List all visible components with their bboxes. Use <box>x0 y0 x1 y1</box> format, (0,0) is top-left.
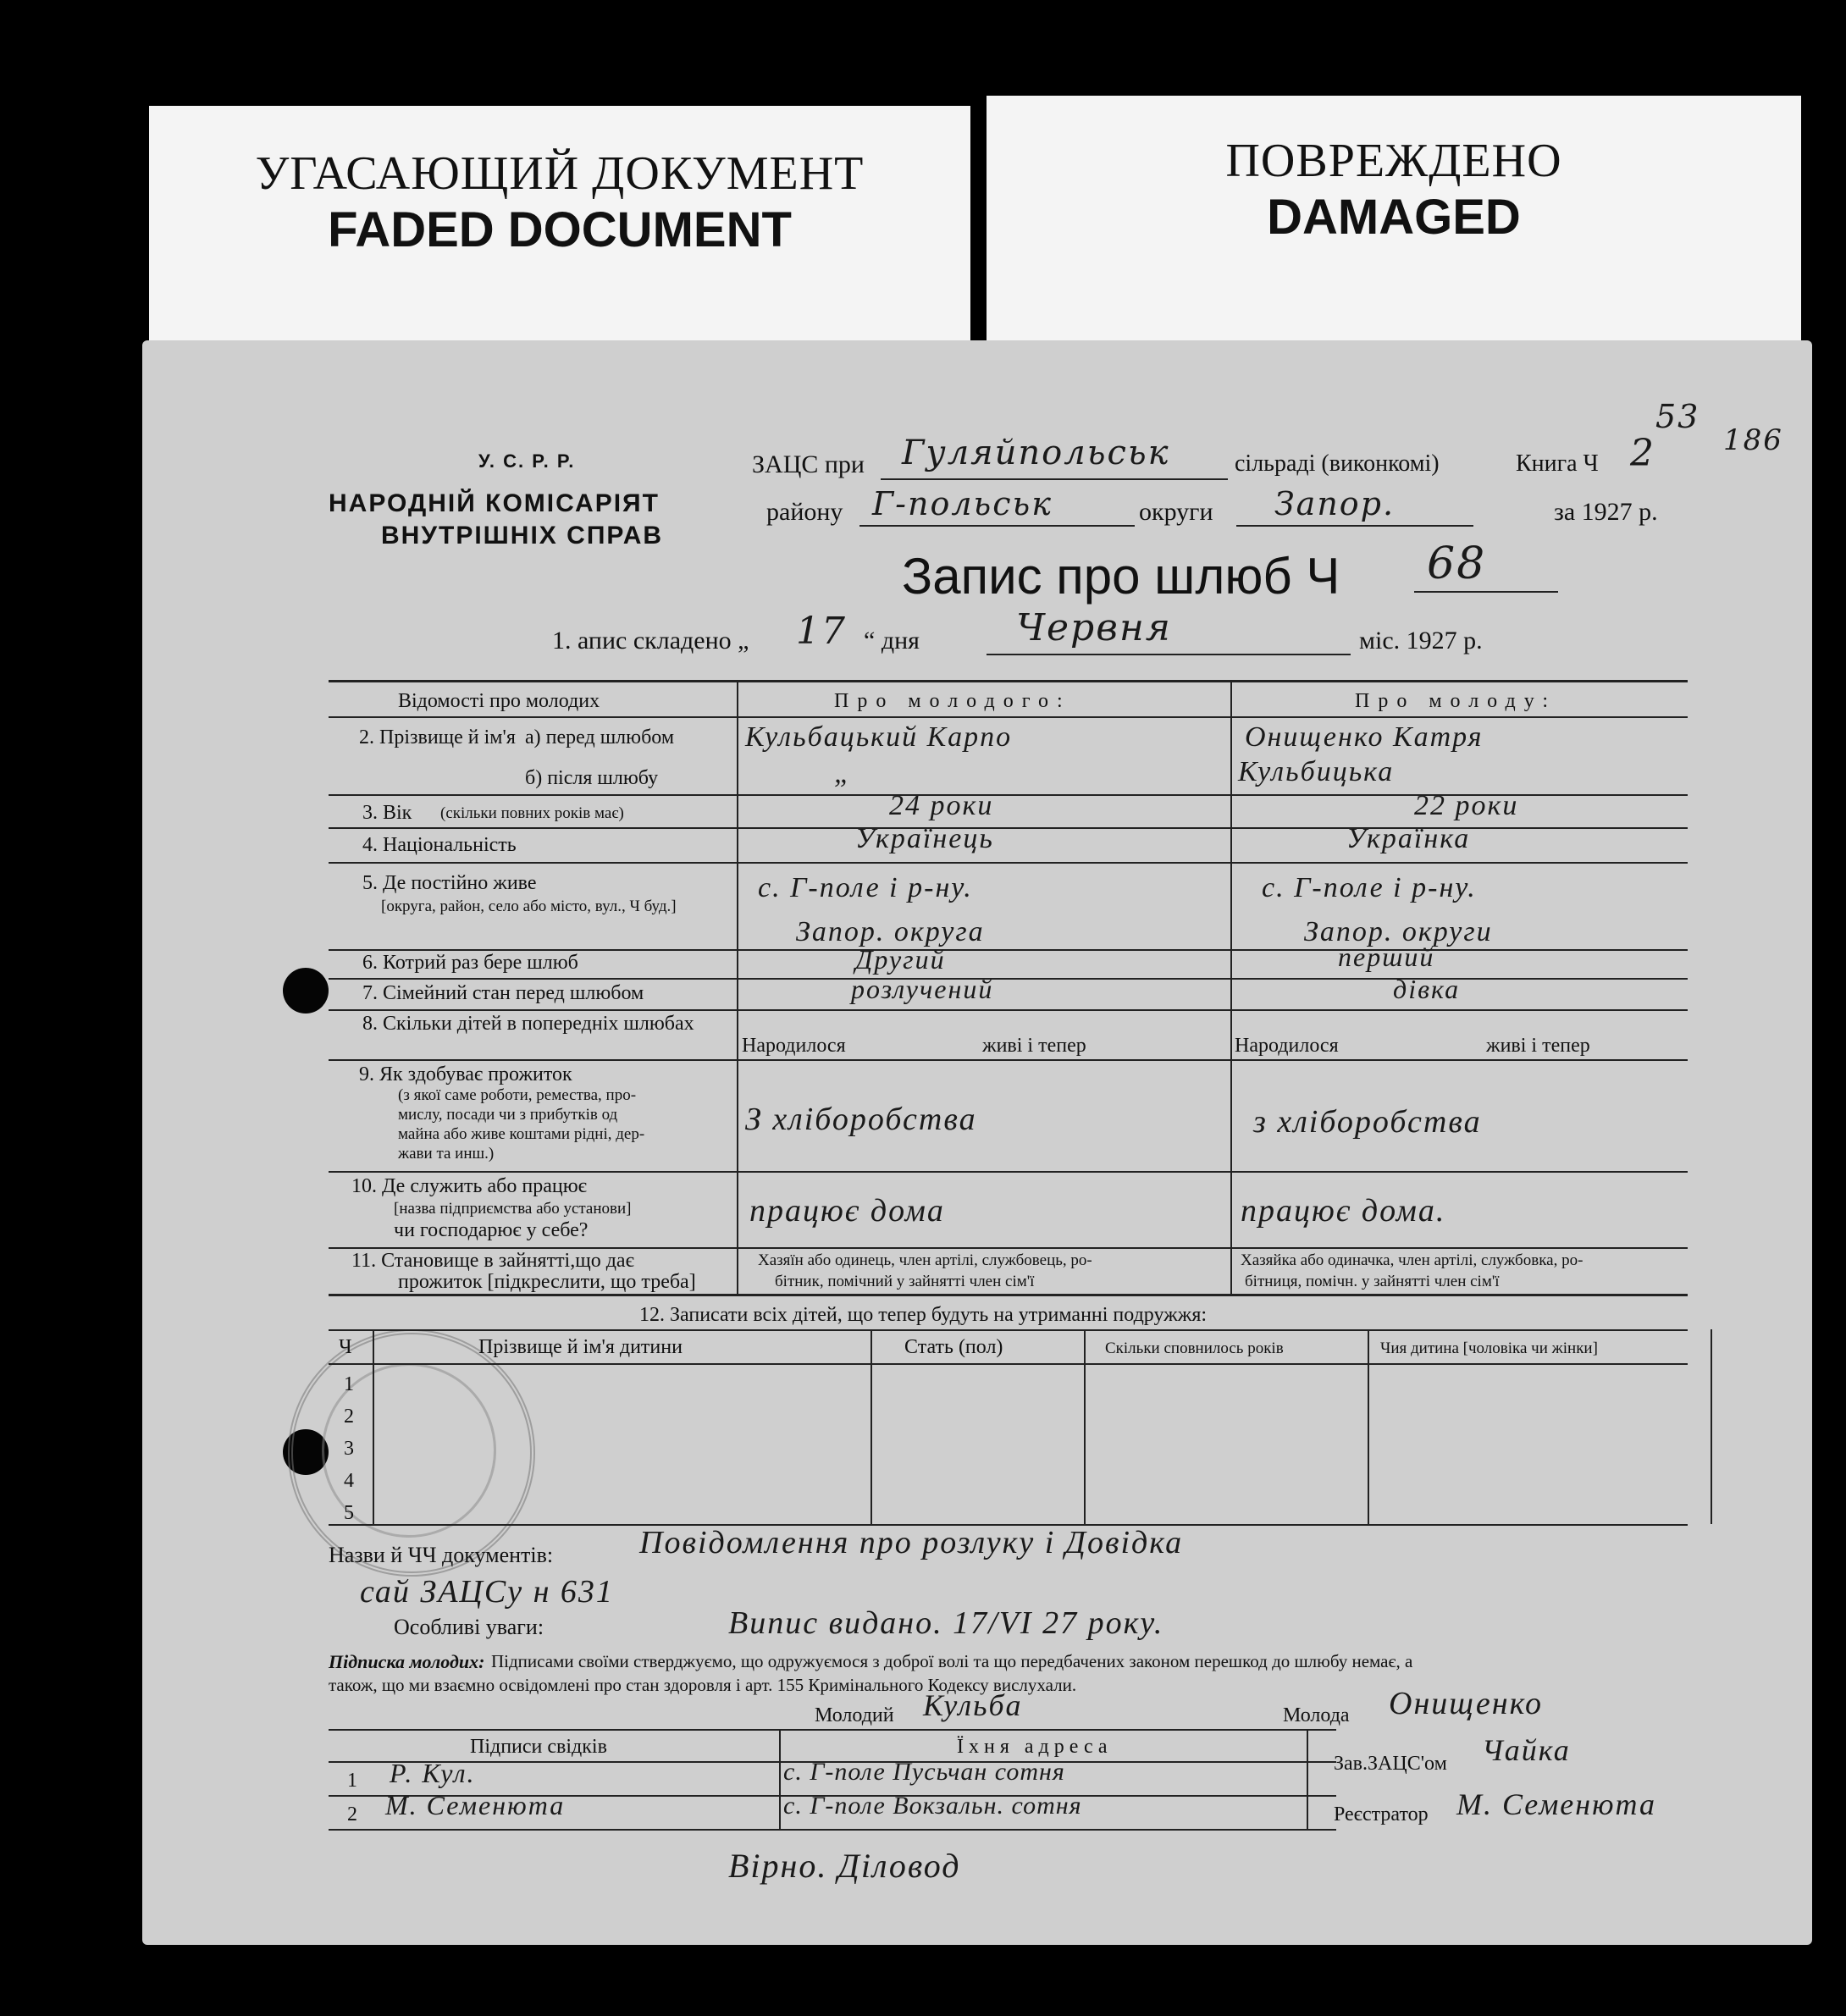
children-row-number: 5 <box>344 1502 354 1524</box>
record-number: 68 <box>1427 539 1487 589</box>
column-divider <box>1230 680 1232 1294</box>
year-label: за 1927 р. <box>1554 498 1658 526</box>
statement-label: Підписка молодих: <box>329 1651 485 1672</box>
zags-value: Гуляйпольськ <box>902 434 1170 472</box>
groom-children-born-label: Народилося <box>742 1035 846 1057</box>
row-rule <box>329 1329 1688 1331</box>
commissariat-line-2: ВНУТРІШНІХ СПРАВ <box>381 522 664 550</box>
groom-age: 24 роки <box>889 790 994 821</box>
row-children-count-label: 8. Скільки дітей в попередніх шлюбах <box>362 1013 694 1035</box>
children-col-sex: Стать (пол) <box>904 1336 1003 1358</box>
groom-marriage-count: Другий <box>855 944 946 975</box>
table-header-rule <box>329 716 1688 718</box>
remarks-value: Випис видано. 17/VI 27 року. <box>728 1605 1164 1641</box>
groom-children-alive-label: живі і тепер <box>982 1035 1086 1057</box>
corner-number-2: 186 <box>1723 423 1783 457</box>
bride-name-after: Кульбицька <box>1238 756 1395 787</box>
zags-head-label: Зав.ЗАЦС'ом <box>1334 1753 1447 1775</box>
row-livelihood-label: 9. Як здобуває прожиток <box>359 1063 572 1085</box>
day-label: “ дня <box>864 627 920 655</box>
column-divider <box>1368 1329 1369 1524</box>
col-header-groom: Про молодого: <box>834 690 1071 712</box>
witnesses-col-address: Їхня адреса <box>957 1736 1113 1758</box>
damaged-label-ru: ПОВРЕЖДЕНО <box>1225 135 1562 187</box>
row-rule <box>329 862 1688 864</box>
rule <box>859 525 1135 527</box>
groom-occupation-options-1: Хазяїн або одинець, член артілі, службовець, ро- <box>758 1251 1092 1269</box>
okrug-label: округи <box>1139 498 1213 526</box>
children-row-number: 3 <box>344 1438 354 1460</box>
book-label: Книга Ч <box>1516 450 1599 477</box>
zags-head-signature: Чайка <box>1482 1733 1571 1767</box>
witness-signature: М. Семенюта <box>385 1790 566 1820</box>
row-name-after: б) після шлюбу <box>525 767 659 789</box>
bride-occupation-options-1: Хазяйка або одиначка, член артілі, службовка, ро- <box>1241 1251 1583 1269</box>
children-row-number: 1 <box>344 1373 354 1395</box>
record-month: Червня <box>1016 606 1172 649</box>
bride-children-alive-label: живі і тепер <box>1486 1035 1590 1057</box>
punch-hole <box>283 968 329 1014</box>
statement-text-2: також, що ми взаємно освідомлені про стан здоровля і арт. 155 Кримінального Кодексу вислухали. <box>329 1675 1077 1695</box>
groom-name-before: Кульбацький Карпо <box>745 721 1013 753</box>
row-occupation-label-1: 11. Становище в зайнятті,що дає <box>351 1250 634 1272</box>
table-bottom-rule <box>329 1294 1688 1296</box>
row-rule <box>329 1363 1688 1365</box>
groom-signature-label: Молодий <box>815 1704 894 1726</box>
table-top-rule <box>329 680 1688 682</box>
witness-address: с. Г-поле Пусьчан сотня <box>783 1758 1065 1786</box>
witness-number: 2 <box>347 1803 357 1825</box>
remarks-label: Особливі уваги: <box>394 1615 544 1639</box>
registrar-label: Реєстратор <box>1334 1803 1429 1825</box>
col-header-bride: Про молоду: <box>1355 690 1557 712</box>
district-value: Г-польськ <box>872 485 1053 522</box>
damaged-label <box>987 96 1801 350</box>
bride-children-born-label: Народилося <box>1235 1035 1339 1057</box>
row-rule <box>329 1247 1688 1249</box>
documents-value-2: сай ЗАЦСу н 631 <box>360 1574 614 1610</box>
row-rule <box>329 949 1688 951</box>
row-age-note: (скільки повних років має) <box>440 804 624 822</box>
documents-label: Назви й ЧЧ документів: <box>329 1543 554 1567</box>
children-col-name: Прізвище й ім'я дитини <box>478 1336 683 1358</box>
compiled-label: 1. апис складено „ <box>552 627 749 655</box>
children-col-parent: Чия дитина [чоловіка чи жінки] <box>1380 1339 1598 1357</box>
rule <box>1236 525 1473 527</box>
groom-family-status: розлучений <box>851 974 994 1004</box>
row-age-label: 3. Вік <box>362 802 412 824</box>
bride-workplace: працює дома. <box>1241 1193 1446 1229</box>
row-workplace-question: чи господарює у себе? <box>394 1219 589 1241</box>
children-row-number: 2 <box>344 1406 354 1428</box>
groom-name-after: „ <box>834 758 852 789</box>
witness-address: с. Г-поле Вокзальн. сотня <box>783 1792 1082 1820</box>
witness-signature: Р. Кул. <box>390 1758 476 1788</box>
damaged-label-en: DAMAGED <box>1267 190 1521 245</box>
row-rule <box>329 827 1688 829</box>
bride-family-status: дівка <box>1393 974 1461 1004</box>
okrug-value: Запор. <box>1274 485 1396 522</box>
groom-residence-1: с. Г-поле і р-ну. <box>758 872 973 903</box>
row-nationality-label: 4. Національність <box>362 834 517 856</box>
children-col-age: Скільки сповнилось років <box>1105 1339 1284 1357</box>
row-name-before: а) перед шлюбом <box>525 726 675 748</box>
row-name-label: 2. Прізвище й ім'я <box>359 726 516 748</box>
groom-residence-2: Запор. округа <box>796 916 985 947</box>
faded-label-en: FADED DOCUMENT <box>328 202 792 257</box>
row-residence-note: [округа, район, село або місто, вул., Ч буд.] <box>381 898 677 915</box>
row-rule <box>329 1829 1336 1831</box>
groom-signature: Кульба <box>923 1688 1023 1722</box>
bride-marriage-count: перший <box>1338 942 1435 972</box>
registrar-signature: М. Семенюта <box>1456 1787 1656 1821</box>
row-livelihood-note-3: майна або живе коштами рідні, дер- <box>398 1125 645 1143</box>
witness-number: 1 <box>347 1770 357 1792</box>
rule <box>1414 591 1558 593</box>
month-label: міс. 1927 р. <box>1359 627 1483 655</box>
documents-value-1: Повідомлення про розлуку і Довідка <box>639 1525 1184 1560</box>
column-divider <box>1307 1729 1308 1829</box>
row-rule <box>329 978 1688 980</box>
bride-name-before: Онищенко Катря <box>1245 721 1484 753</box>
bride-age: 22 роки <box>1414 790 1519 821</box>
column-divider <box>373 1329 374 1524</box>
bride-signature-label: Молода <box>1283 1704 1350 1726</box>
commissariat-line-1: НАРОДНІЙ КОМІСАРІЯТ <box>329 489 660 517</box>
groom-livelihood: З хліборобства <box>745 1102 977 1137</box>
children-row-number: 4 <box>344 1470 354 1492</box>
faded-label-ru: УГАСАЮЩИЙ ДОКУМЕНТ <box>255 147 865 200</box>
zags-label: ЗАЦС при <box>752 450 865 478</box>
witnesses-col-sign: Підписи свідків <box>470 1736 607 1758</box>
bride-occupation-options-2: бітниця, помічн. у зайнятті член сім'ї <box>1245 1273 1500 1290</box>
bride-livelihood: з хліборобства <box>1253 1104 1482 1140</box>
row-workplace-label: 10. Де служить або працює <box>351 1175 587 1197</box>
rule <box>881 478 1228 480</box>
bride-residence-1: с. Г-поле і р-ну. <box>1262 872 1477 903</box>
col-header-info: Відомості про молодих <box>398 690 600 712</box>
ussr-label: У. С. Р. Р. <box>478 450 576 472</box>
column-divider <box>1711 1329 1712 1524</box>
groom-workplace: працює дома <box>749 1193 945 1229</box>
bride-nationality: Українка <box>1346 823 1471 854</box>
row-family-status-label: 7. Сімейний стан перед шлюбом <box>362 982 644 1004</box>
groom-occupation-options-2: бітник, помічний у зайнятті член сім'ї <box>775 1273 1035 1290</box>
row-occupation-label-2: прожиток [підкреслити, що треба] <box>398 1271 696 1293</box>
corner-number-1: 53 <box>1655 398 1700 435</box>
book-value: 2 <box>1630 432 1655 475</box>
row-residence-label: 5. Де постійно живе <box>362 872 537 894</box>
certified-signature: Вірно. Діловод <box>728 1847 961 1885</box>
record-day: 17 <box>796 610 847 653</box>
column-divider <box>870 1329 872 1524</box>
rule <box>987 654 1351 655</box>
column-divider <box>1084 1329 1086 1524</box>
children-heading: 12. Записати всіх дітей, що тепер будуть на утриманні подружжя: <box>639 1304 1208 1326</box>
row-rule <box>329 1171 1688 1173</box>
bride-signature: Онищенко <box>1389 1686 1543 1721</box>
row-marriage-count-label: 6. Котрий раз бере шлюб <box>362 952 578 974</box>
column-divider <box>737 680 738 1294</box>
record-title: Запис про шлюб Ч <box>902 548 1340 605</box>
council-label: сільраді (виконкомі) <box>1235 450 1440 477</box>
statement-text-1: Підписами своїми стверджуємо, що одружуємося з доброї волі та що передбачених законом перешкод до шлюбу немає, а <box>491 1651 1413 1671</box>
groom-nationality: Українець <box>855 823 994 854</box>
column-divider <box>779 1729 781 1829</box>
row-rule <box>329 1059 1688 1061</box>
district-label: району <box>766 498 843 526</box>
row-livelihood-note-2: мислу, посади чи з прибутків од <box>398 1106 618 1124</box>
row-workplace-note: [назва підприємства або установи] <box>394 1200 632 1218</box>
children-col-number: Ч <box>339 1336 352 1358</box>
faded-document-label <box>149 106 970 360</box>
row-rule <box>329 1729 1336 1731</box>
bride-residence-2: Запор. округи <box>1304 916 1493 947</box>
row-livelihood-note-1: (з якої саме роботи, ремества, про- <box>398 1086 637 1104</box>
row-livelihood-note-4: жави та инш.) <box>398 1145 495 1163</box>
row-rule <box>329 1009 1688 1011</box>
